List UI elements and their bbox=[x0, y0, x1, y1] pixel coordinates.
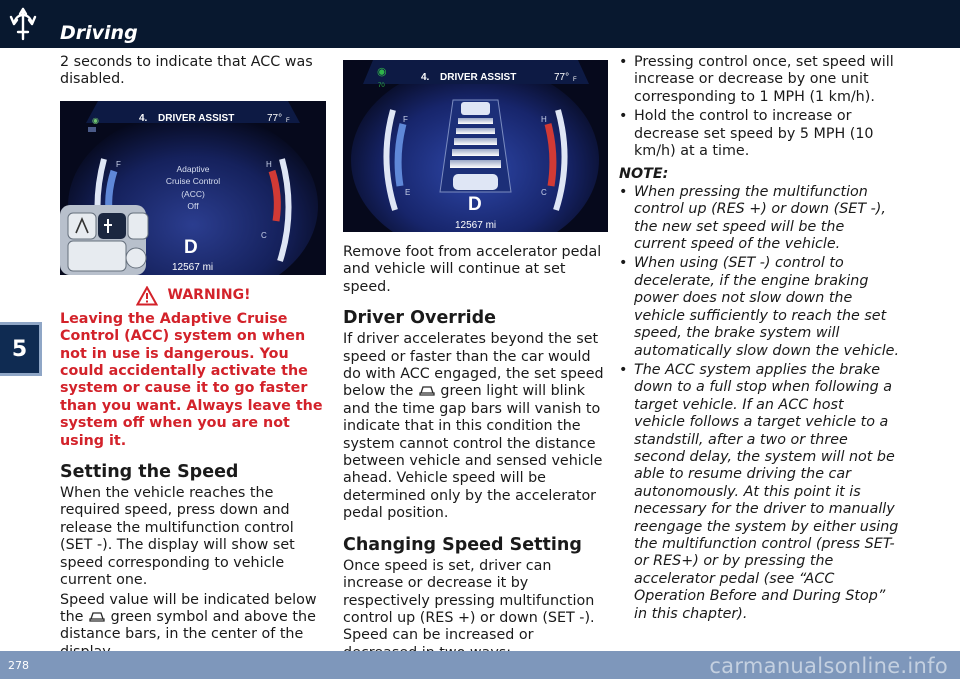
warning-heading bbox=[60, 285, 326, 307]
acc-msg-line-4: Off bbox=[187, 201, 199, 212]
page-title: Driving bbox=[60, 22, 138, 44]
gauge-temp-hot: H bbox=[266, 159, 272, 169]
note-item: • When pressing the multifunction control up (RES +) or down (SET -), the new set speed will be the current speed of the vehicle. bbox=[619, 184, 899, 254]
acc-msg-line-2: Cruise Control bbox=[165, 176, 221, 187]
heading-setting-speed: Setting the Speed bbox=[60, 462, 239, 483]
acc-msg-line-3: (ACC) bbox=[181, 188, 205, 199]
column-1 bbox=[60, 54, 326, 663]
cluster-gear-2: D bbox=[468, 194, 482, 215]
remove-foot-text: Remove foot from accelerator pedal and vehicle will continue at set speed. bbox=[343, 244, 602, 295]
acc-active-cluster-image bbox=[343, 60, 608, 232]
cluster-temp-unit-2: F bbox=[573, 77, 577, 83]
cluster-temp: 77° bbox=[267, 112, 283, 124]
cluster-gear-number: 4. bbox=[139, 112, 148, 124]
cluster-gear-number-2: 4. bbox=[421, 72, 430, 83]
cluster-gear: D bbox=[184, 236, 198, 258]
page-header bbox=[0, 0, 960, 48]
warning-body: Leaving the Adaptive Cruise Control (ACC) system on when not in use is dangerous. You could accidentally activate the system or cause it to go faster than you want. Always leave the system off when you are not using it. bbox=[60, 310, 323, 449]
gauge-fuel-full: F bbox=[116, 159, 121, 169]
cluster-title-2: DRIVER ASSIST bbox=[440, 72, 517, 83]
cluster-set-speed: 70 bbox=[378, 83, 385, 89]
gauge-temp-cold-2: C bbox=[541, 188, 547, 197]
driver-override-text-a: If driver accelerates beyond the set speed or faster than the car would do with ACC engaged, the set speed below the bbox=[343, 331, 604, 400]
acc-car-icon-2 bbox=[418, 383, 436, 397]
chapter-tab[interactable]: 5 bbox=[0, 322, 42, 376]
heading-changing-speed: Changing Speed Setting bbox=[343, 534, 582, 555]
page-footer bbox=[0, 651, 960, 679]
column-2 bbox=[343, 54, 610, 664]
acc-msg-line-1: Adaptive bbox=[176, 163, 210, 174]
acc-off-cluster-image: ◉ 4. DRIVER ASSIST 77° F F H C Adaptive Cruise Control (ACC) Off D 12567 mi bbox=[60, 101, 326, 275]
cluster-odometer: 12567 mi bbox=[172, 261, 214, 273]
gauge-fuel-empty-2: E bbox=[405, 188, 411, 197]
intro-text: 2 seconds to indicate that ACC was disabled. bbox=[60, 54, 313, 88]
list-item: • Hold the control to increase or decrease set speed by 5 MPH (10 km/h) at a time. bbox=[619, 108, 899, 160]
gauge-temp-hot-2: H bbox=[541, 115, 547, 124]
cluster-temp-unit: F bbox=[286, 117, 290, 124]
page-number: 278 bbox=[8, 659, 29, 672]
speed-value-text-a: Speed value will be indicated below the bbox=[60, 591, 317, 625]
warning-triangle-icon bbox=[136, 286, 158, 306]
list-item: • Pressing control once, set speed will increase or decrease by one unit corresponding to 1 MPH (1 km/h). bbox=[619, 54, 899, 106]
warning-title: WARNING! bbox=[167, 287, 251, 304]
gauge-temp-cold: C bbox=[261, 230, 267, 240]
acc-car-icon bbox=[88, 609, 106, 623]
setting-speed-text: When the vehicle reaches the required speed, press down and release the multifunction control (SET -). The display will show set speed corresponding to vehicle current one. bbox=[60, 485, 295, 589]
note-label: NOTE: bbox=[619, 166, 669, 183]
acc-green-icon: ◉ bbox=[377, 66, 387, 78]
gauge-fuel-full-2: F bbox=[403, 115, 408, 124]
watermark: carmanualsonline.info bbox=[709, 654, 948, 678]
speed-value-text-b: green symbol and above the distance bars, in the center of the bbox=[60, 608, 316, 643]
cluster-odometer-2: 12567 mi bbox=[455, 220, 497, 231]
cluster-title: DRIVER ASSIST bbox=[158, 112, 235, 124]
heading-driver-override: Driver Override bbox=[343, 308, 496, 329]
acc-off-message bbox=[143, 163, 243, 213]
note-item: • The ACC system applies the brake down to a full stop when following a target vehicle. If an ACC host vehicle follows a target vehicle to a standstill, after a two or three second delay, the system will not be able to resume driving the car autonomously. At this point it is necessary for the driver to manually reengage the system by either using the multifunction control (press SET- or RES+) or by pressing the accelerator pedal (see “ACC Operation Before and During Stop” in this chapter). bbox=[619, 362, 899, 623]
column-3 bbox=[619, 54, 899, 625]
driver-override-text-b: green light will blink and the time gap bars will vanish to indicate that in this condition the system cannot control the distance between vehicle and sensed vehicle ahead. Vehicle speed will be determined only by the accelerator pedal position. bbox=[343, 383, 603, 522]
changing-speed-text: Once speed is set, driver can increase or decrease it by respectively pressing multifunction control up (RES +) or down (SET -). Speed can be increased or bbox=[343, 557, 595, 644]
cluster-temp-2: 77° bbox=[554, 72, 570, 83]
note-item: • When using (SET -) control to decelerate, if the engine braking power does not slow down the vehicle sufficiently to reach the set speed, the brake system will automatically slow down the vehicle. bbox=[619, 255, 899, 359]
maserati-trident-logo bbox=[7, 6, 39, 42]
driver-override-text bbox=[343, 331, 610, 522]
